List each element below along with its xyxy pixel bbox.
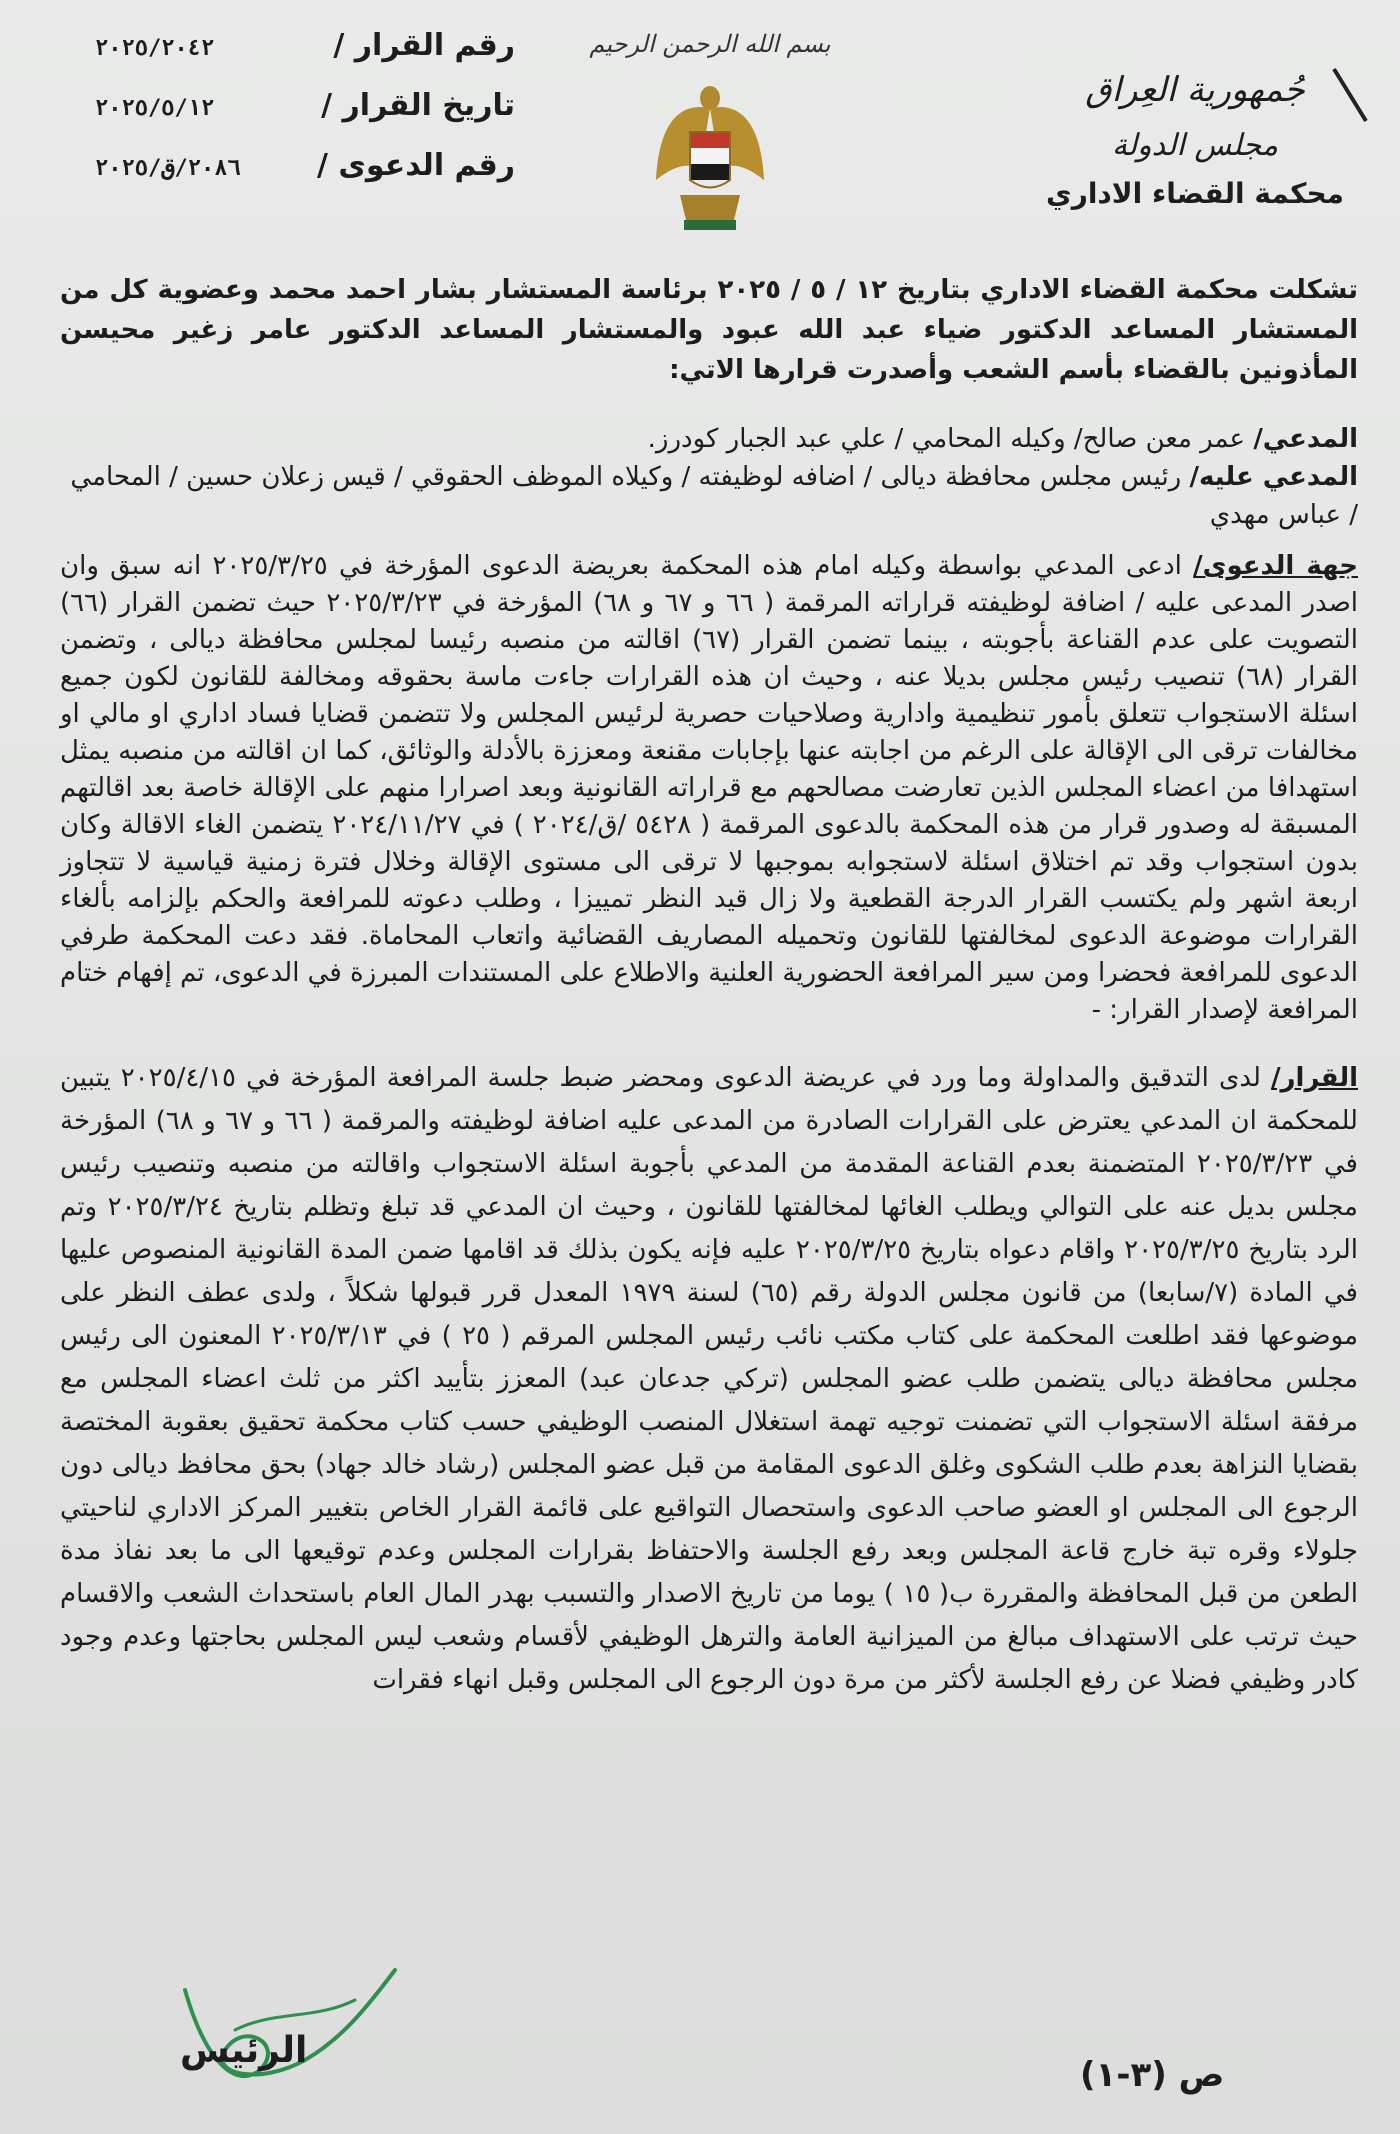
decision-section (60, 1057, 1358, 1702)
case-number-row (95, 148, 515, 208)
republic-title: جُمهورية العِراق (1085, 70, 1305, 110)
defendant-text: رئيس مجلس محافظة ديالى / اضافه لوظيفته / وكيلاه الموظف الحقوقي / قيس زعلان حسين / المحامي / عباس مهدي (70, 462, 1358, 530)
handwritten-signature (165, 1950, 425, 2100)
decision-number-row (95, 28, 515, 88)
emblem-block (560, 30, 860, 244)
claim-label: جهة الدعوى/ (1193, 551, 1358, 581)
claim-section (60, 548, 1358, 1029)
eagle-emblem-icon (650, 70, 770, 240)
plaintiff-text: عمر معن صالح/ وكيله المحامي / علي عبد الجبار كودرز. (647, 424, 1246, 454)
plaintiff-label: المدعي/ (1253, 424, 1358, 454)
decision-date-label: تاريخ القرار / (321, 88, 515, 123)
court-title: محكمة القضاء الاداري (1046, 177, 1344, 210)
page-number: ص (٣-١) (1080, 2055, 1225, 2095)
document-body (60, 270, 1358, 1702)
defendant-line (60, 458, 1358, 534)
basmala: بسم الله الرحمن الرحيم (589, 30, 831, 58)
issuer-block (1030, 70, 1360, 210)
decision-number-value: ٢٠٢٥/٢٠٤٢ (95, 36, 215, 61)
decision-date-row (95, 88, 515, 148)
chairman-label: الرئيس (180, 2030, 308, 2071)
decision-number-label: رقم القرار / (333, 28, 515, 63)
defendant-label: المدعي عليه/ (1189, 462, 1358, 492)
case-number-value: ٢٠٨٦/ق/٢٠٢٥ (95, 156, 241, 181)
decision-text: لدى التدقيق والمداولة وما ورد في عريضة الدعوى ومحضر ضبط جلسة المرافعة المؤرخة في ٢٠٢٥/٤/١٥ يتبين للمحكمة ان المدعي يعترض على القرارات الصادرة من المدعى عليه اضافة لوظيفته والمرقمة ( ٦٦ و ٦٧ و ٦٨) المؤرخة في ٢٠٢٥/٣/٢٣ المتضمنة بعدم القناعة المقدمة من المدعي بأجوبة اسئلة الاستجواب واقالته من منصبه وتنصيب رئيس مجلس بديل عنه على التوالي ويطلب الغائها لمخالفتها للقانون ، وحيث ان المدعي قد تبلغ وتظلم بتاريخ ٢٠٢٥/٣/٢٤ وتم الرد بتاريخ ٢٠٢٥/٣/٢٥ واقام دعواه بتاريخ ٢٠٢٥/٣/٢٥ عليه فإنه يكون بذلك قد اقامها ضمن المدة القانونية المنصوص عليها في المادة (٧/سابعا) من قانون مجلس الدولة رقم (٦٥) لسنة ١٩٧٩ المعدل قرر قبولها شكلاً ، ولدى عطف النظر على موضوعها فقد اطلعت المحكمة على كتاب مكتب نائب رئيس المجلس المرقم ( ٢٥ ) في ٢٠٢٥/٣/١٣ المعنون الى رئيس مجلس محافظة ديالى يتضمن طلب عضو المجلس (تركي جدعان عبد) المعزز بتأييد اكثر من ثلث اعضاء المجلس مع مرفقة اسئلة الاستجواب التي تضمنت توجيه تهمة استغلال المنصب الوظيفي حسب كتاب محكمة تحقيق بعقوبة المختصة بقضايا النزاهة بعدم طلب الشكوى وغلق الدعوى المقامة من قبل عضو المجلس (رشاد خالد جهاد) بحق محافظ ديالى دون الرجوع الى المجلس او العضو صاحب الدعوى واستحصال التواقيع على قائمة القرار الخاص بتغيير المركز الاداري لناحيتي جلولاء وقره تبة خارج قاعة المجلس وبعد رفع الجلسة والاحتفاظ بقرارات المجلس وعدم توقيعها الى ما بعد نفاذ مدة الطعن من قبل المحافظة والمقررة ب( ١٥ ) يوما من تاريخ الاصدار والتسبب بهدر المال العام باستحداث الشعب والاقسام حيث ترتب على الاستهداف مبالغ من الميزانية العامة والترهل الوظيفي لأقسام وشعب ليس المجلس بحاجتها وعدم وجود كادر وظيفي فضلا عن رفع الجلسة لأكثر من مرة دون الرجوع الى المجلس وقبل انهاء فقرات (60, 1063, 1359, 1695)
case-number-label: رقم الدعوى / (317, 148, 515, 183)
council-title: مجلس الدولة (1111, 128, 1279, 163)
plaintiff-line (60, 420, 1358, 458)
reference-block (95, 28, 515, 208)
claim-text: ادعى المدعي بواسطة وكيله امام هذه المحكمة بعريضة الدعوى المؤرخة في ٢٠٢٥/٣/٢٥ انه سبق وان اصدر المدعى عليه / اضافة لوظيفته قراراته المرقمة ( ٦٦ و ٦٧ و ٦٨) المؤرخة في ٢٠٢٥/٣/٢٣ حيث تضمن القرار (٦٦) التصويت على عدم القناعة بأجوبته ، بينما تضمن القرار (٦٧) اقالته من منصبه رئيسا لمجلس محافظة ديالى ، وتضمن القرار (٦٨) تنصيب رئيس مجلس بديلا عنه ، وحيث ان هذه القرارات جاءت ماسة بحقوقه ومخالفة للقانون لكون جميع اسئلة الاستجواب تتعلق بأمور تنظيمية وادارية وصلاحيات حصرية لرئيس المجلس ولا تتضمن قضايا فساد اداري او مالي او مخالفات ترقى الى الإقالة على الرغم من اجابته عنها بإجابات مقنعة ومعززة بالأدلة والوثائق، كما ان اقالته من منصبه يمثل استهدافا من اعضاء المجلس الذين تعارضت مصالحهم مع قراراته القانونية وبعد اصرارا منهم على الإقالة خاصة بعد اقالتهم المسبقة له وصدور قرار من هذه المحكمة بالدعوى المرقمة ( ٥٤٢٨ /ق/٢٠٢٤ ) في ٢٠٢٤/١١/٢٧ يتضمن الغاء الاقالة وكان بدون استجواب وقد تم اختلاق اسئلة لاستجوابه بموجبها لا ترقى الى مستوى الإقالة وخلال فترة زمنية قياسية لا تتجاوز اربعة اشهر ولم يكتسب القرار الدرجة القطعية ولا زال قيد النظر تمييزا ، وطلب دعوته للمرافعة والحكم بإلزامه بألغاء القرارات موضوعة الدعوى لمخالفتها للقانون وتحميله المصاريف القضائية واتعاب المحاماة. فقد دعت المحكمة طرفي الدعوى للمرافعة فحضرا ومن سير المرافعة الحضورية العلنية والاطلاع على المستندات المبرزة في الدعوى، تم إفهام ختام المرافعة لإصدار القرار: - (60, 551, 1359, 1025)
decision-label: القرار/ (1271, 1063, 1358, 1093)
decision-date-value: ٢٠٢٥/٥/١٢ (95, 96, 215, 121)
court-formation-paragraph: تشكلت محكمة القضاء الاداري بتاريخ ١٢ / ٥ / ٢٠٢٥ برئاسة المستشار بشار احمد محمد وعضوية كل من المستشار المساعد الدكتور ضياء عبد الله عبود والمستشار المساعد الدكتور عامر زغير محيسن المأذونين بالقضاء بأسم الشعب وأصدرت قرارها الاتي: (60, 275, 1358, 385)
